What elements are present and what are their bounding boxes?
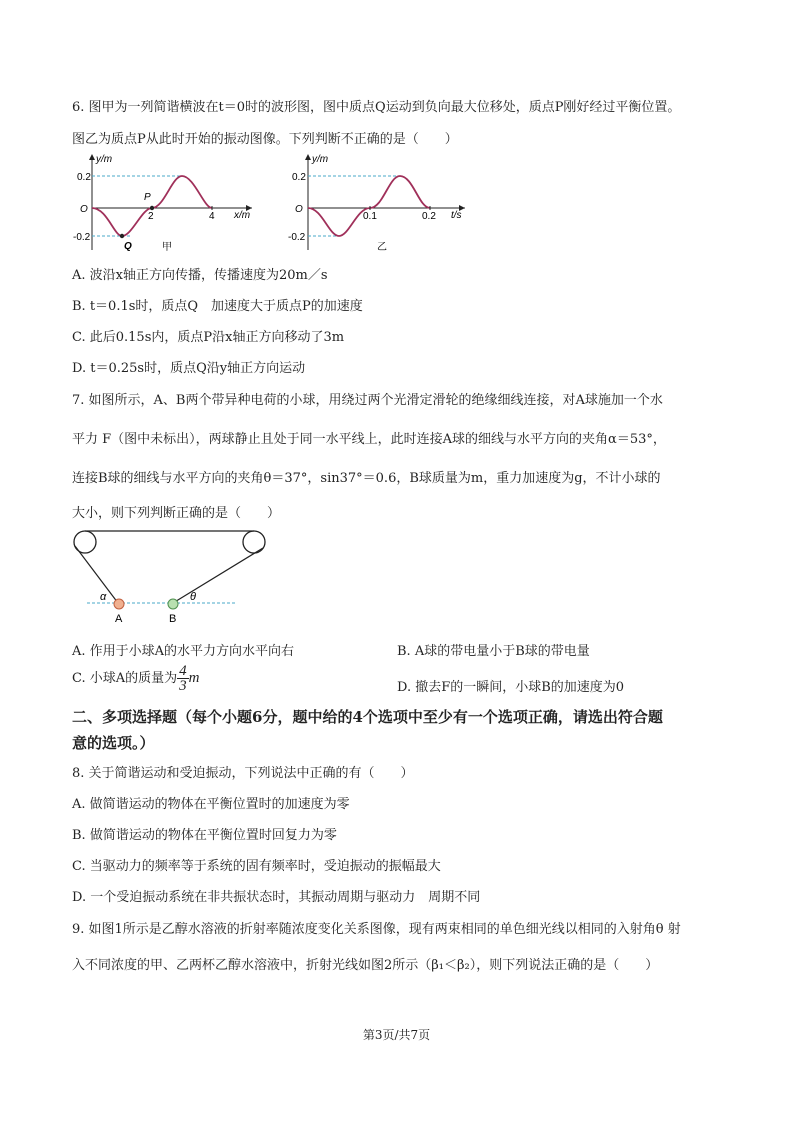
graph-jia-y-label: y/m <box>96 154 113 165</box>
fraction-denominator: 3 <box>179 678 187 694</box>
q6-stem-line2: 图乙为质点P从此时开始的振动图像。下列判断不正确的是（ ） <box>72 132 458 147</box>
q8-option-a: A. 做简谐运动的物体在平衡位置时的加速度为零 <box>72 797 350 812</box>
graph-jia-x-tick-2: 2 <box>148 211 154 222</box>
point-p-dot <box>150 206 154 210</box>
fraction-numerator: 4 <box>179 663 187 679</box>
graph-yi-origin: O <box>295 204 303 215</box>
ball-b <box>168 599 178 609</box>
q7-option-d: D. 撤去F的一瞬间，小球B的加速度为0 <box>397 680 625 695</box>
graph-yi-y-label: y/m <box>312 154 329 165</box>
q7-stem-line2: 平力 F（图中未标出），两球静止且处于同一水平线上，此时连接A球的细线与水平方向的夹角α＝53°， <box>72 432 666 447</box>
q7-option-a: A. 作用于小球A的水平力方向水平向右 <box>72 644 295 659</box>
graph-jia-origin: O <box>80 204 88 215</box>
q6-option-d: D. t＝0.25s时，质点Q沿y轴正方向运动 <box>72 361 306 376</box>
graph-yi-y-bottom: -0.2 <box>288 232 306 243</box>
q6-option-b: B. t＝0.1s时，质点Q 加速度大于质点P的加速度 <box>72 299 363 314</box>
mass-variable: m <box>188 670 200 686</box>
graph-yi-x-tick-01: 0.1 <box>363 211 377 222</box>
q8-option-b: B. 做简谐运动的物体在平衡位置时回复力为零 <box>72 828 337 843</box>
q8-option-d: D. 一个受迫振动系统在非共振状态时，其振动周期与驱动力 周期不同 <box>72 890 481 905</box>
graph-yi-x-tick-02: 0.2 <box>422 211 436 222</box>
graph-jia-y-bottom: -0.2 <box>73 232 91 243</box>
y-arrow-icon <box>89 154 95 160</box>
fraction-four-thirds <box>177 664 189 693</box>
graph-jia-x-tick-4: 4 <box>209 211 215 222</box>
point-q-dot <box>120 234 124 238</box>
angle-theta-label: θ <box>190 591 196 603</box>
ball-a <box>114 599 124 609</box>
q6-option-a: A. 波沿x轴正方向传播，传播速度为20m／s <box>72 268 328 283</box>
graph-yi-axes <box>308 156 465 250</box>
right-pulley-icon <box>243 531 265 553</box>
q7-option-b: B. A球的带电量小于B球的带电量 <box>397 644 590 659</box>
q9-stem-line2: 入不同浓度的甲、乙两杯乙醇水溶液中，折射光线如图2所示（β₁＜β₂），则下列说法正确的是（ ） <box>72 958 659 973</box>
graph-jia-caption: 甲 <box>162 242 172 253</box>
q7-option-c <box>72 664 199 693</box>
page-footer: 第3页/共7页 <box>362 1028 431 1042</box>
section-2-heading-line1: 二、多项选择题（每个小题6分，题中给的4个选项中至少有一个选项正确，请选出符合题 <box>72 708 663 726</box>
string-to-a <box>75 546 118 603</box>
q7-stem-line4: 大小，则下列判断正确的是（ ） <box>72 506 281 521</box>
q7-stem-line3: 连接B球的细线与水平方向的夹角θ＝37°，sin37°＝0.6，B球质量为m，重力加速度为g，不计小球的 <box>72 471 661 486</box>
q9-stem-line1: 9. 如图1所示是乙醇水溶液的折射率随浓度变化关系图像，现有两束相同的单色细光线以相同的入射角θ 射 <box>72 922 681 937</box>
graph-jia-y-top: 0.2 <box>77 172 91 183</box>
graph-yi-x-label: t/s <box>451 210 462 221</box>
graph-yi-y-top: 0.2 <box>292 172 306 183</box>
angle-alpha-label: α <box>100 591 107 603</box>
q8-stem: 8. 关于简谐运动和受迫振动，下列说法中正确的有（ ） <box>72 766 414 781</box>
q6-graph-yi <box>285 150 475 255</box>
graph-jia-axes <box>92 156 252 250</box>
q7-stem-line1: 7. 如图所示，A、B两个带异种电荷的小球，用绕过两个光滑定滑轮的绝缘细线连接，对A球施加一个水 <box>72 393 663 408</box>
vibration-curve <box>308 176 430 236</box>
string-to-b <box>173 548 263 603</box>
q7-option-c-text: C. 小球A的质量为 <box>72 671 178 686</box>
q6-graph-jia <box>72 150 262 255</box>
q7-pulley-figure <box>72 528 272 628</box>
graph-jia-x-label: x/m <box>234 210 251 221</box>
q6-stem-line1: 6. 图甲为一列简谐横波在t＝0时的波形图，图中质点Q运动到负向最大位移处，质点P刚好经过平衡位置。 <box>72 100 681 115</box>
ball-b-label: B <box>169 613 177 625</box>
y-arrow-icon <box>305 154 311 160</box>
ball-a-label: A <box>115 613 123 625</box>
graph-jia-label-q: Q <box>124 241 132 252</box>
graph-yi-caption: 乙 <box>377 242 387 253</box>
q8-option-c: C. 当驱动力的频率等于系统的固有频率时，受迫振动的振幅最大 <box>72 859 441 874</box>
graph-jia-label-p: P <box>144 192 151 203</box>
section-2-heading-line2: 意的选项。） <box>72 734 155 752</box>
q6-option-c: C. 此后0.15s内，质点P沿x轴正方向移动了3m <box>72 330 345 345</box>
